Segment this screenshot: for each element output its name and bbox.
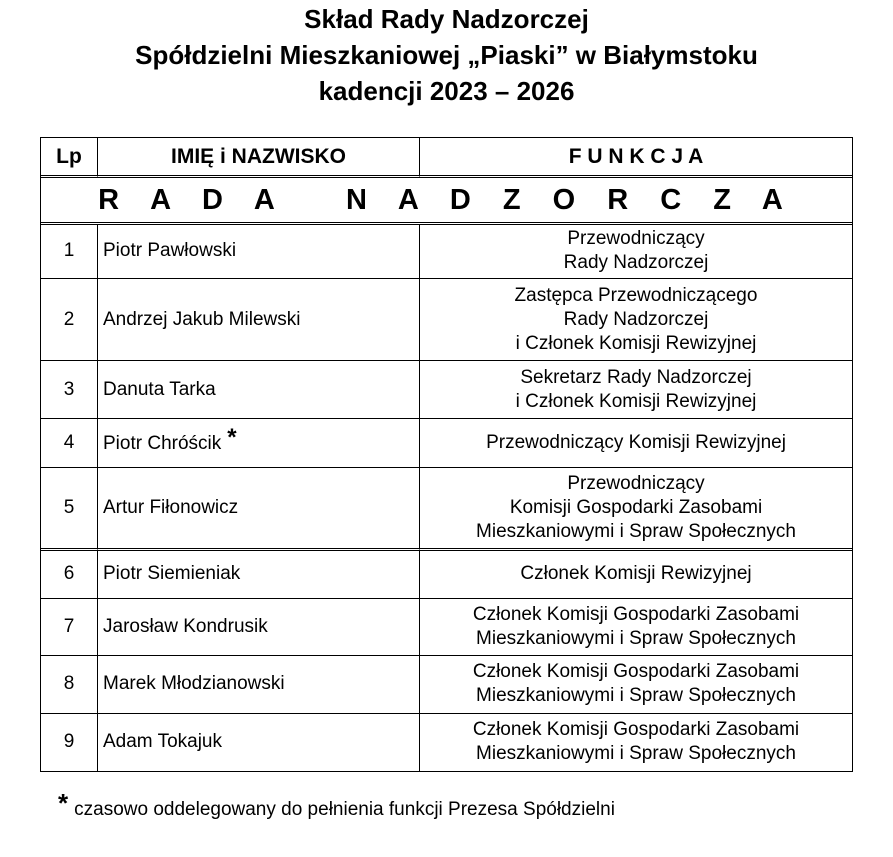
footnote-text: czasowo oddelegowany do pełnienia funkcji Prezesa Spółdzielni	[74, 799, 615, 820]
row-name: Piotr Pawłowski	[103, 240, 237, 262]
row-name-cell	[98, 714, 420, 771]
row-function-line: Przewodniczący Komisji Rewizyjnej	[486, 431, 786, 453]
row-name: Adam Tokajuk	[103, 731, 222, 753]
row-function-cell	[420, 656, 852, 713]
document-title-line-1: Skład Rady Nadzorczej	[304, 4, 589, 34]
row-function-cell	[420, 714, 852, 771]
table-row	[41, 279, 852, 362]
row-function-cell	[420, 551, 852, 599]
row-function-line: Członek Komisji Gospodarki Zasobami	[472, 604, 800, 626]
table-row	[41, 551, 852, 599]
table-row	[41, 468, 852, 551]
document-title-line-2: Spółdzielni Mieszkaniowej „Piaski” w Białymstoku	[135, 40, 758, 70]
row-name: Piotr Chróścik	[103, 432, 222, 454]
table-row	[41, 656, 852, 713]
row-name-cell	[98, 225, 420, 279]
row-function-line: i Członek Komisji Rewizyjnej	[515, 390, 757, 412]
row-function-cell	[420, 419, 852, 468]
row-lp: 4	[41, 419, 98, 468]
table-row	[41, 419, 852, 468]
footnote-asterisk: *	[58, 788, 69, 818]
row-name-cell	[98, 279, 420, 362]
row-name: Piotr Siemieniak	[103, 563, 241, 585]
row-lp: 7	[41, 599, 98, 656]
row-lp: 8	[41, 656, 98, 713]
row-function-line: Mieszkaniowymi i Spraw Społecznych	[476, 743, 796, 765]
row-lp: 1	[41, 225, 98, 279]
row-function-cell	[420, 599, 852, 656]
row-function-line: Członek Komisji Gospodarki Zasobami	[472, 661, 800, 683]
row-name-cell	[98, 551, 420, 599]
row-function-line: Rady Nadzorczej	[563, 252, 709, 274]
row-name-asterisk: *	[227, 423, 237, 451]
row-lp: 5	[41, 468, 98, 551]
row-lp: 3	[41, 361, 98, 418]
row-function-line: Przewodniczący	[567, 472, 705, 494]
row-function-line: Przewodniczący	[567, 228, 705, 250]
row-function-cell	[420, 225, 852, 279]
row-name: Jarosław Kondrusik	[103, 616, 268, 638]
row-function-cell	[420, 468, 852, 551]
table-row	[41, 714, 852, 771]
row-name-cell	[98, 656, 420, 713]
row-function-line: Mieszkaniowymi i Spraw Społecznych	[476, 520, 796, 542]
board-members-table	[40, 137, 853, 772]
row-function-line: Rady Nadzorczej	[563, 308, 709, 330]
row-function-cell	[420, 361, 852, 418]
row-function-line: Sekretarz Rady Nadzorczej	[520, 366, 752, 388]
section-title: R A D A N A D Z O R C Z A	[41, 178, 852, 224]
row-name-cell	[98, 361, 420, 418]
document-title-line-3: kadencji 2023 – 2026	[318, 76, 575, 106]
header-function: F U N K C J A	[420, 138, 852, 178]
row-function-line: Mieszkaniowymi i Spraw Społecznych	[476, 628, 796, 650]
row-name: Andrzej Jakub Milewski	[103, 308, 301, 330]
row-name: Marek Młodzianowski	[103, 673, 285, 695]
row-name-cell	[98, 468, 420, 551]
row-name-cell	[98, 599, 420, 656]
row-function-line: Członek Komisji Gospodarki Zasobami	[472, 719, 800, 741]
row-lp: 6	[41, 551, 98, 599]
table-row	[41, 599, 852, 656]
table-header-row	[41, 138, 852, 178]
row-function-line: i Członek Komisji Rewizyjnej	[515, 332, 757, 354]
row-function-line: Członek Komisji Rewizyjnej	[520, 563, 752, 585]
table-row	[41, 225, 852, 279]
row-lp: 9	[41, 714, 98, 771]
row-name: Danuta Tarka	[103, 378, 216, 400]
row-function-line: Zastępca Przewodniczącego	[514, 284, 758, 306]
header-name: IMIĘ i NAZWISKO	[98, 138, 420, 178]
footnote	[58, 788, 615, 822]
row-function-cell	[420, 279, 852, 362]
row-function-line: Komisji Gospodarki Zasobami	[509, 496, 763, 518]
row-name-cell	[98, 419, 420, 468]
table-row	[41, 361, 852, 418]
section-header-row	[41, 178, 852, 224]
row-function-line: Mieszkaniowymi i Spraw Społecznych	[476, 685, 796, 707]
row-name: Artur Fiłonowicz	[103, 496, 239, 518]
row-lp: 2	[41, 279, 98, 362]
header-lp: Lp	[41, 138, 98, 178]
